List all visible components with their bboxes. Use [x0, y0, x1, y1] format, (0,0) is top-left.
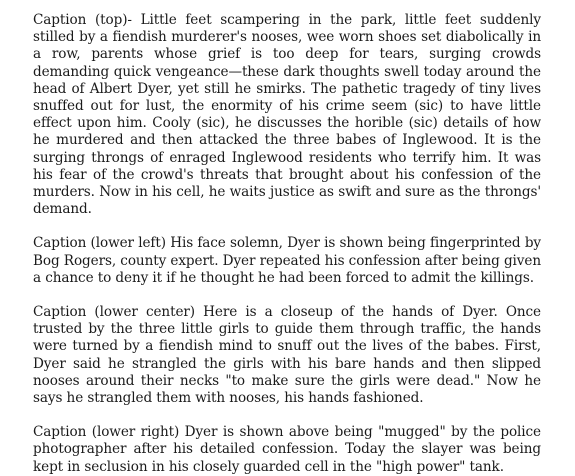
caption-lower-right-paragraph: Caption (lower right) Dyer is shown above being "mugged" by the police photographer after his detailed confession. Today the slayer was being kept in seclusion in his closely guarded cell in the "high power" tank.: [33, 424, 541, 475]
caption-lower-center-paragraph: Caption (lower center) Here is a closeup of the hands of Dyer. Once trusted by the three little girls to guide them through traffic, the hands were turned by a fiendish mind to snuff out the lives of the babes. First, Dyer said he strangled the girls with his bare hands and then slipped nooses around their necks "to make sure the girls were dead." Now he says he strangled them with nooses, his hands fashioned.: [33, 304, 541, 407]
caption-top-paragraph: Caption (top)- Little feet scampering in the park, little feet suddenly stilled by a fiendish murderer's nooses, wee worn shoes set diabolically in a row, parents whose grief is too deep for tears, surging crowds demanding quick vengeance—these dark thoughts swell today around the head of Albert Dyer, yet still he smirks. The pathetic tragedy of tiny lives snuffed out for lust, the enormity of his crime seem (sic) to have little effect upon him. Cooly (sic), he discusses the horible (sic) details of how he murdered and then attacked the three babes of Inglewood. It is the surging throngs of enraged Inglewood residents who terrify him. It was his fear of the crowd's threats that brought about his confession of the murders. Now in his cell, he waits justice as swift and sure as the throngs' demand.: [33, 12, 541, 218]
document-body: [33, 12, 541, 476]
caption-lower-left-paragraph: Caption (lower left) His face solemn, Dyer is shown being fingerprinted by Bog Rogers, county expert. Dyer repeated his confession after being given a chance to deny it if he thought he had been forced to admit the killings.: [33, 235, 541, 286]
